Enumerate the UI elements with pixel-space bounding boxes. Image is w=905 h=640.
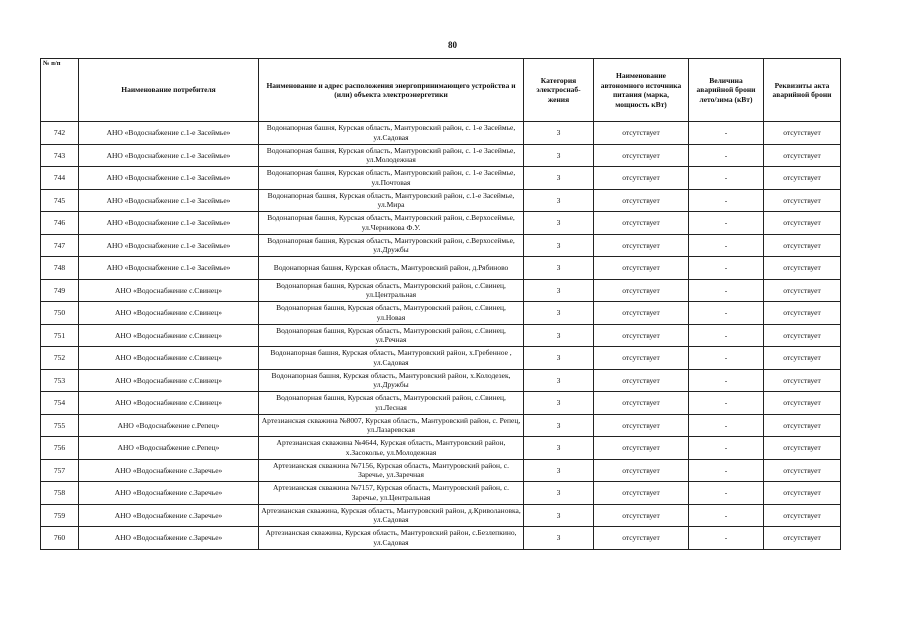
cell-consumer-name: АНО «Водоснабжение с.Свинец»: [79, 369, 259, 392]
table-row: [41, 392, 841, 415]
cell-act-details: отсутствует: [764, 437, 841, 460]
header-emergency-reserve: Величина аварийной брони лето/зима (кВт): [689, 59, 764, 122]
cell-act-details: отсутствует: [764, 347, 841, 370]
header-consumer-name: Наименование потребителя: [79, 59, 259, 122]
header-category: Категория электроснаб-жения: [524, 59, 594, 122]
table-row: [41, 504, 841, 527]
table-row: [41, 482, 841, 505]
cell-act-details: отсутствует: [764, 189, 841, 212]
cell-category: 3: [524, 167, 594, 190]
cell-address: Водонапорная башня, Курская область, Мантуровский район, с. 1-е Засеймье, ул.Садовая: [259, 122, 524, 145]
table-row: [41, 347, 841, 370]
cell-act-details: отсутствует: [764, 279, 841, 302]
cell-num: 756: [41, 437, 79, 460]
cell-consumer-name: АНО «Водоснабжение с.Свинец»: [79, 392, 259, 415]
cell-autonomous-source: отсутствует: [594, 189, 689, 212]
cell-autonomous-source: отсутствует: [594, 167, 689, 190]
cell-emergency-reserve: -: [689, 122, 764, 145]
cell-autonomous-source: отсутствует: [594, 234, 689, 257]
cell-address: Водонапорная башня, Курская область, Мантуровский район, х.Колодезек, ул.Дружбы: [259, 369, 524, 392]
table-row: [41, 527, 841, 550]
cell-act-details: отсутствует: [764, 527, 841, 550]
cell-emergency-reserve: -: [689, 144, 764, 167]
cell-consumer-name: АНО «Водоснабжение с.Заречье»: [79, 459, 259, 482]
cell-act-details: отсутствует: [764, 302, 841, 325]
table-row: [41, 414, 841, 437]
cell-emergency-reserve: -: [689, 369, 764, 392]
cell-autonomous-source: отсутствует: [594, 257, 689, 280]
cell-category: 3: [524, 257, 594, 280]
cell-act-details: отсутствует: [764, 414, 841, 437]
table-row: [41, 302, 841, 325]
cell-category: 3: [524, 482, 594, 505]
cell-address: Водонапорная башня, Курская область, Мантуровский район, д.Рябиново: [259, 257, 524, 280]
cell-address: Артезианская скважина, Курская область, Мантуровский район, с.Безлепкино, ул.Садовая: [259, 527, 524, 550]
cell-act-details: отсутствует: [764, 504, 841, 527]
cell-category: 3: [524, 324, 594, 347]
cell-consumer-name: АНО «Водоснабжение с.Свинец»: [79, 324, 259, 347]
page-number: 80: [448, 40, 457, 50]
cell-act-details: отсутствует: [764, 482, 841, 505]
header-row: [41, 59, 841, 122]
cell-autonomous-source: отсутствует: [594, 347, 689, 370]
cell-autonomous-source: отсутствует: [594, 302, 689, 325]
header-act-details: Реквизиты акта аварийной брони: [764, 59, 841, 122]
cell-emergency-reserve: -: [689, 459, 764, 482]
cell-category: 3: [524, 392, 594, 415]
cell-act-details: отсутствует: [764, 234, 841, 257]
reservation-table: [40, 58, 841, 550]
cell-category: 3: [524, 144, 594, 167]
cell-autonomous-source: отсутствует: [594, 414, 689, 437]
cell-act-details: отсутствует: [764, 257, 841, 280]
cell-consumer-name: АНО «Водоснабжение с.Свинец»: [79, 279, 259, 302]
cell-autonomous-source: отсутствует: [594, 482, 689, 505]
cell-num: 748: [41, 257, 79, 280]
cell-num: 749: [41, 279, 79, 302]
header-autonomous-source: Наименование автономного источника питания (марка, мощность кВт): [594, 59, 689, 122]
table-row: [41, 369, 841, 392]
cell-autonomous-source: отсутствует: [594, 212, 689, 235]
cell-emergency-reserve: -: [689, 504, 764, 527]
cell-num: 754: [41, 392, 79, 415]
cell-emergency-reserve: -: [689, 302, 764, 325]
cell-emergency-reserve: -: [689, 527, 764, 550]
table-header: [41, 59, 841, 122]
cell-consumer-name: АНО «Водоснабжение с.1-е Засеймье»: [79, 167, 259, 190]
cell-num: 752: [41, 347, 79, 370]
cell-consumer-name: АНО «Водоснабжение с.1-е Засеймье»: [79, 122, 259, 145]
cell-autonomous-source: отсутствует: [594, 279, 689, 302]
cell-act-details: отсутствует: [764, 324, 841, 347]
cell-emergency-reserve: -: [689, 234, 764, 257]
cell-emergency-reserve: -: [689, 167, 764, 190]
cell-consumer-name: АНО «Водоснабжение с.Свинец»: [79, 347, 259, 370]
cell-emergency-reserve: -: [689, 189, 764, 212]
cell-emergency-reserve: -: [689, 437, 764, 460]
cell-consumer-name: АНО «Водоснабжение с.1-е Засеймье»: [79, 189, 259, 212]
cell-num: 744: [41, 167, 79, 190]
cell-category: 3: [524, 234, 594, 257]
cell-category: 3: [524, 369, 594, 392]
cell-consumer-name: АНО «Водоснабжение с.Заречье»: [79, 504, 259, 527]
cell-act-details: отсутствует: [764, 144, 841, 167]
cell-autonomous-source: отсутствует: [594, 459, 689, 482]
cell-consumer-name: АНО «Водоснабжение с.Свинец»: [79, 302, 259, 325]
cell-consumer-name: АНО «Водоснабжение с.1-е Засеймье»: [79, 212, 259, 235]
table-row: [41, 279, 841, 302]
cell-consumer-name: АНО «Водоснабжение с.1-е Засеймье»: [79, 144, 259, 167]
cell-num: 757: [41, 459, 79, 482]
cell-category: 3: [524, 212, 594, 235]
cell-address: Артезианская скважина №7157, Курская область, Мантуровский район, с. Заречье, ул.Центральная: [259, 482, 524, 505]
cell-num: 759: [41, 504, 79, 527]
cell-autonomous-source: отсутствует: [594, 527, 689, 550]
cell-num: 760: [41, 527, 79, 550]
cell-address: Водонапорная башня, Курская область, Мантуровский район, с.1-е Засеймье, ул.Мира: [259, 189, 524, 212]
cell-emergency-reserve: -: [689, 257, 764, 280]
cell-category: 3: [524, 459, 594, 482]
cell-act-details: отсутствует: [764, 459, 841, 482]
cell-consumer-name: АНО «Водоснабжение с.1-е Засеймье»: [79, 234, 259, 257]
cell-num: 750: [41, 302, 79, 325]
cell-act-details: отсутствует: [764, 212, 841, 235]
cell-autonomous-source: отсутствует: [594, 504, 689, 527]
cell-address: Водонапорная башня, Курская область, Мантуровский район, х.Гребенное , ул.Садовая: [259, 347, 524, 370]
cell-address: Артезианская скважина №8007, Курская область, Мантуровский район, с. Репец, ул.Лазаревская: [259, 414, 524, 437]
cell-num: 746: [41, 212, 79, 235]
cell-consumer-name: АНО «Водоснабжение с.Заречье»: [79, 482, 259, 505]
cell-category: 3: [524, 279, 594, 302]
cell-num: 751: [41, 324, 79, 347]
cell-emergency-reserve: -: [689, 482, 764, 505]
table-row: [41, 212, 841, 235]
cell-category: 3: [524, 527, 594, 550]
table-row: [41, 189, 841, 212]
cell-autonomous-source: отсутствует: [594, 144, 689, 167]
cell-address: Водонапорная башня, Курская область, Мантуровский район, с. 1-е Засеймье, ул.Почтовая: [259, 167, 524, 190]
cell-address: Водонапорная башня, Курская область, Мантуровский район, с.Верхосеймье, ул.Черникова Ф.У.: [259, 212, 524, 235]
table-row: [41, 234, 841, 257]
cell-autonomous-source: отсутствует: [594, 122, 689, 145]
cell-num: 755: [41, 414, 79, 437]
cell-autonomous-source: отсутствует: [594, 324, 689, 347]
cell-autonomous-source: отсутствует: [594, 437, 689, 460]
cell-num: 745: [41, 189, 79, 212]
table-row: [41, 437, 841, 460]
cell-act-details: отсутствует: [764, 167, 841, 190]
cell-act-details: отсутствует: [764, 122, 841, 145]
cell-emergency-reserve: -: [689, 414, 764, 437]
cell-address: Водонапорная башня, Курская область, Мантуровский район, с. 1-е Засеймье, ул.Молодежная: [259, 144, 524, 167]
cell-address: Водонапорная башня, Курская область, Мантуровский район, с.Свинец, ул.Центральная: [259, 279, 524, 302]
cell-act-details: отсутствует: [764, 392, 841, 415]
table-row: [41, 257, 841, 280]
cell-category: 3: [524, 189, 594, 212]
cell-address: Артезианская скважина №4644, Курская область, Мантуровский район, х.Засоколье, ул.Молодежная: [259, 437, 524, 460]
cell-num: 742: [41, 122, 79, 145]
cell-consumer-name: АНО «Водоснабжение с.Заречье»: [79, 527, 259, 550]
cell-emergency-reserve: -: [689, 279, 764, 302]
table-row: [41, 167, 841, 190]
cell-autonomous-source: отсутствует: [594, 392, 689, 415]
header-num: № п/п: [41, 59, 79, 122]
cell-category: 3: [524, 414, 594, 437]
cell-address: Водонапорная башня, Курская область, Мантуровский район, с.Свинец, ул.Новая: [259, 302, 524, 325]
cell-num: 743: [41, 144, 79, 167]
cell-act-details: отсутствует: [764, 369, 841, 392]
cell-address: Водонапорная башня, Курская область, Мантуровский район, с.Свинец, ул.Речная: [259, 324, 524, 347]
cell-emergency-reserve: -: [689, 347, 764, 370]
cell-num: 753: [41, 369, 79, 392]
cell-address: Водонапорная башня, Курская область, Мантуровский район, с.Свинец, ул.Лесная: [259, 392, 524, 415]
table-row: [41, 324, 841, 347]
table-row: [41, 144, 841, 167]
cell-consumer-name: АНО «Водоснабжение с.1-е Засеймье»: [79, 257, 259, 280]
cell-autonomous-source: отсутствует: [594, 369, 689, 392]
cell-num: 747: [41, 234, 79, 257]
cell-address: Артезианская скважина, Курская область, Мантуровский район, д.Криволановка, ул.Садовая: [259, 504, 524, 527]
cell-category: 3: [524, 504, 594, 527]
cell-address: Водонапорная башня, Курская область, Мантуровский район, с.Верхосеймье, ул.Дружбы: [259, 234, 524, 257]
table-body: [41, 122, 841, 550]
cell-consumer-name: АНО «Водоснабжение с.Репец»: [79, 414, 259, 437]
cell-consumer-name: АНО «Водоснабжение с.Репец»: [79, 437, 259, 460]
cell-num: 758: [41, 482, 79, 505]
header-address: Наименование и адрес расположения энергопринимающего устройства и (или) объекта электроэнергетики: [259, 59, 524, 122]
cell-emergency-reserve: -: [689, 324, 764, 347]
cell-category: 3: [524, 347, 594, 370]
cell-category: 3: [524, 122, 594, 145]
cell-category: 3: [524, 437, 594, 460]
table-row: [41, 122, 841, 145]
cell-emergency-reserve: -: [689, 392, 764, 415]
table-row: [41, 459, 841, 482]
cell-emergency-reserve: -: [689, 212, 764, 235]
cell-category: 3: [524, 302, 594, 325]
cell-address: Артезианская скважина №7156, Курская область, Мантуровский район, с. Заречье, ул.Заречная: [259, 459, 524, 482]
